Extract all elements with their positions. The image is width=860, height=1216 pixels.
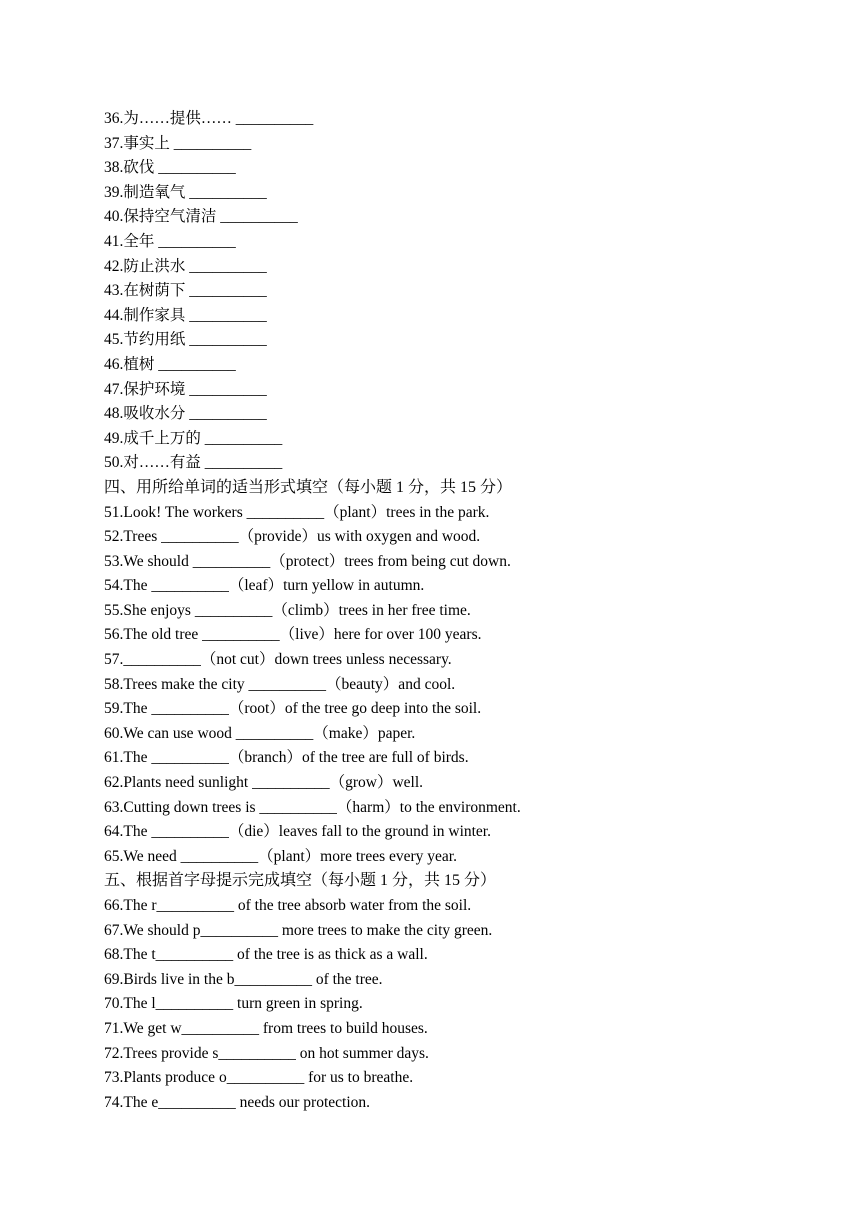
question-62: 62.Plants need sunlight __________（grow）well. xyxy=(104,774,424,792)
section-5 xyxy=(104,869,824,1115)
question-51: 51.Look! The workers __________（plant）trees in the park. xyxy=(104,503,490,521)
question-70: 70.The l__________ turn green in spring. xyxy=(104,995,363,1013)
vocab-item-37: 37.事实上 __________ xyxy=(104,134,252,152)
vocab-item-49: 49.成千上万的 __________ xyxy=(104,429,283,447)
vocab-item-46: 46.植树 __________ xyxy=(104,355,236,373)
vocab-item-44: 44.制作家具 __________ xyxy=(104,306,267,324)
question-57: 57.__________（not cut）down trees unless necessary. xyxy=(104,651,452,669)
question-69: 69.Birds live in the b__________ of the tree. xyxy=(104,970,383,988)
vocab-item-50: 50.对……有益 __________ xyxy=(104,454,283,472)
question-61: 61.The __________（branch）of the tree are full of birds. xyxy=(104,749,469,767)
vocab-item-45: 45.节约用纸 __________ xyxy=(104,331,267,349)
vocab-item-39: 39.制造氧气 __________ xyxy=(104,183,267,201)
question-54: 54.The __________（leaf）turn yellow in autumn. xyxy=(104,577,425,595)
question-73: 73.Plants produce o__________ for us to breathe. xyxy=(104,1069,414,1087)
question-72: 72.Trees provide s__________ on hot summer days. xyxy=(104,1044,429,1062)
section-5-heading: 五、根据首字母提示完成填空（每小题 1 分，共 15 分） xyxy=(104,872,497,890)
vocab-item-48: 48.吸收水分 __________ xyxy=(104,405,267,423)
question-71: 71.We get w__________ from trees to build houses. xyxy=(104,1019,428,1037)
question-60: 60.We can use wood __________（make）paper. xyxy=(104,724,416,742)
question-67: 67.We should p__________ more trees to make the city green. xyxy=(104,921,493,939)
vocab-item-36: 36.为……提供…… __________ xyxy=(104,110,314,127)
question-53: 53.We should __________（protect）trees from being cut down. xyxy=(104,552,511,570)
question-56: 56.The old tree __________（live）here for over 100 years. xyxy=(104,626,482,644)
question-65: 65.We need __________（plant）more trees every year. xyxy=(104,847,457,865)
vocab-item-42: 42.防止洪水 __________ xyxy=(104,257,267,275)
question-66: 66.The r__________ of the tree absorb water from the soil. xyxy=(104,897,472,914)
question-63: 63.Cutting down trees is __________（harm）to the environment. xyxy=(104,798,521,816)
question-74: 74.The e__________ needs our protection. xyxy=(104,1093,371,1111)
vocab-item-47: 47.保护环境 __________ xyxy=(104,380,267,398)
vocab-item-43: 43.在树荫下 __________ xyxy=(104,282,267,300)
vocab-item-41: 41.全年 __________ xyxy=(104,232,236,250)
section-4-heading: 四、用所给单词的适当形式填空（每小题 1 分，共 15 分） xyxy=(104,478,513,496)
vocab-item-38: 38.砍伐 __________ xyxy=(104,159,236,177)
worksheet-page xyxy=(104,107,824,1115)
question-68: 68.The t__________ of the tree is as thick as a wall. xyxy=(104,946,428,964)
section-4 xyxy=(104,476,824,870)
question-55: 55.She enjoys __________（climb）trees in her free time. xyxy=(104,601,471,619)
question-59: 59.The __________（root）of the tree go deep into the soil. xyxy=(104,700,482,718)
vocab-list xyxy=(104,107,824,476)
question-58: 58.Trees make the city __________（beauty）and cool. xyxy=(104,675,456,693)
question-64: 64.The __________（die）leaves fall to the ground in winter. xyxy=(104,823,491,841)
question-52: 52.Trees __________（provide）us with oxygen and wood. xyxy=(104,528,481,546)
vocab-item-40: 40.保持空气清洁 __________ xyxy=(104,208,298,226)
